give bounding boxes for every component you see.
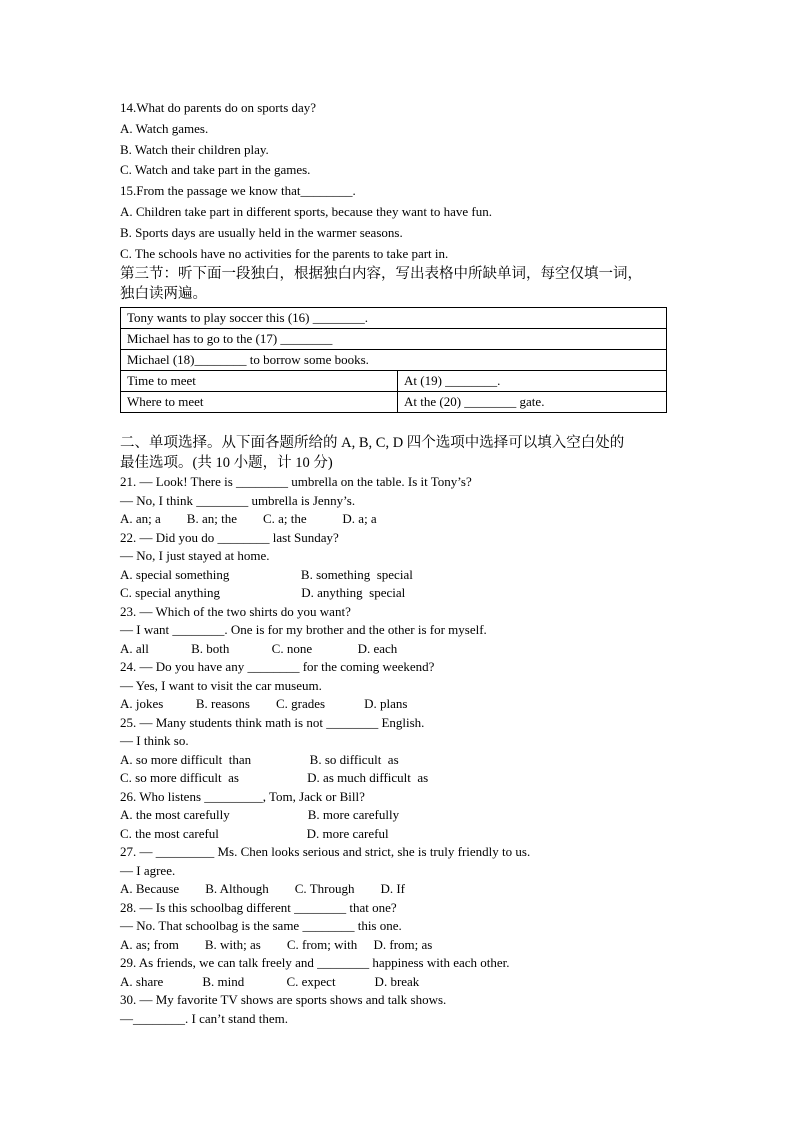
text-line: 30. — My favorite TV shows are sports shows and talk shows. <box>120 992 447 1008</box>
text-line: 23. — Which of the two shirts do you want? <box>120 603 351 619</box>
heading-line: 二、单项选择。从下面各题所给的 A, B, C, D 四个选项中选择可以填入空白处的 <box>120 435 625 452</box>
text-line: A. all B. both C. none D. each <box>120 640 398 656</box>
question-15 <box>120 181 680 264</box>
text-line: — I agree. <box>120 862 176 878</box>
text-line: 25. — Many students think math is not ________ English. <box>120 714 425 730</box>
option-c: C. The schools have no activities for the parents to take part in. <box>120 245 449 261</box>
table-row <box>121 371 667 392</box>
table-cell: At the (20) ________ gate. <box>398 392 667 413</box>
text-line: — No, I just stayed at home. <box>120 548 270 564</box>
text-line: 26. Who listens _________, Tom, Jack or Bill? <box>120 788 365 804</box>
text-line: C. so more difficult as D. as much difficult as <box>120 770 429 786</box>
option-b: B. Watch their children play. <box>120 141 269 157</box>
text-line: — I think so. <box>120 733 189 749</box>
text-line: A. jokes B. reasons C. grades D. plans <box>120 696 408 712</box>
question-stem: 15.From the passage we know that________. <box>120 183 356 199</box>
text-line: C. the most careful D. more careful <box>120 825 389 841</box>
text-line: A. special something B. something special <box>120 566 413 582</box>
multiple-choice-section <box>120 473 680 1028</box>
question-14 <box>120 98 680 181</box>
text-line: A. as; from B. with; as C. from; with D. from; as <box>120 936 433 952</box>
question-stem: 14.What do parents do on sports day? <box>120 100 317 115</box>
text-line: — No. That schoolbag is the same ________ this one. <box>120 918 402 934</box>
text-line: 21. — Look! There is ________ umbrella on the table. Is it Tony’s? <box>120 474 472 490</box>
text-line: — I want ________. One is for my brother and the other is for myself. <box>120 622 487 638</box>
text-line: 28. — Is this schoolbag different ________ that one? <box>120 899 397 915</box>
text-line: C. special anything D. anything special <box>120 585 406 601</box>
option-a: A. Watch games. <box>120 120 209 136</box>
table-row <box>121 350 667 371</box>
text-line: — No, I think ________ umbrella is Jenny’s. <box>120 492 356 508</box>
table-row <box>121 308 667 329</box>
text-line: 27. — _________ Ms. Chen looks serious and strict, she is truly friendly to us. <box>120 844 531 860</box>
text-line: A. an; a B. an; the C. a; the D. a; a <box>120 511 377 527</box>
option-b: B. Sports days are usually held in the warmer seasons. <box>120 224 403 240</box>
text-line: A. so more difficult than B. so difficult as <box>120 751 399 767</box>
table-cell: Michael (18)________ to borrow some books. <box>121 350 667 371</box>
text-line: 29. As friends, we can talk freely and ________ happiness with each other. <box>120 955 510 971</box>
text-line: 22. — Did you do ________ last Sunday? <box>120 529 339 545</box>
part-2-heading <box>120 433 680 473</box>
heading-line: 独白读两遍。 <box>120 286 207 303</box>
text-line: A. Because B. Although C. Through D. If <box>120 881 406 897</box>
table-cell: Where to meet <box>121 392 398 413</box>
section-3-heading <box>120 264 680 304</box>
text-line: A. the most carefully B. more carefully <box>120 807 400 823</box>
text-line: — Yes, I want to visit the car museum. <box>120 677 322 693</box>
text-line: 24. — Do you have any ________ for the coming weekend? <box>120 659 435 675</box>
heading-line: 第三节：听下面一段独白，根据独白内容，写出表格中所缺单词，每空仅填一词， <box>120 266 642 283</box>
table-row <box>121 392 667 413</box>
exam-page <box>120 98 680 1028</box>
spacer <box>120 413 680 433</box>
heading-line: 最佳选项。(共 10 小题，计 10 分) <box>120 455 333 472</box>
table-cell: Tony wants to play soccer this (16) ________. <box>121 308 667 329</box>
option-c: C. Watch and take part in the games. <box>120 162 311 178</box>
text-line: A. share B. mind C. expect D. break <box>120 973 420 989</box>
table-cell: At (19) ________. <box>398 371 667 392</box>
table-cell: Time to meet <box>121 371 398 392</box>
option-a: A. Children take part in different sports, because they want to have fun. <box>120 203 492 219</box>
listening-table <box>120 307 667 413</box>
text-line: —________. I can’t stand them. <box>120 1010 289 1026</box>
table-row <box>121 329 667 350</box>
table-cell: Michael has to go to the (17) ________ <box>121 329 667 350</box>
